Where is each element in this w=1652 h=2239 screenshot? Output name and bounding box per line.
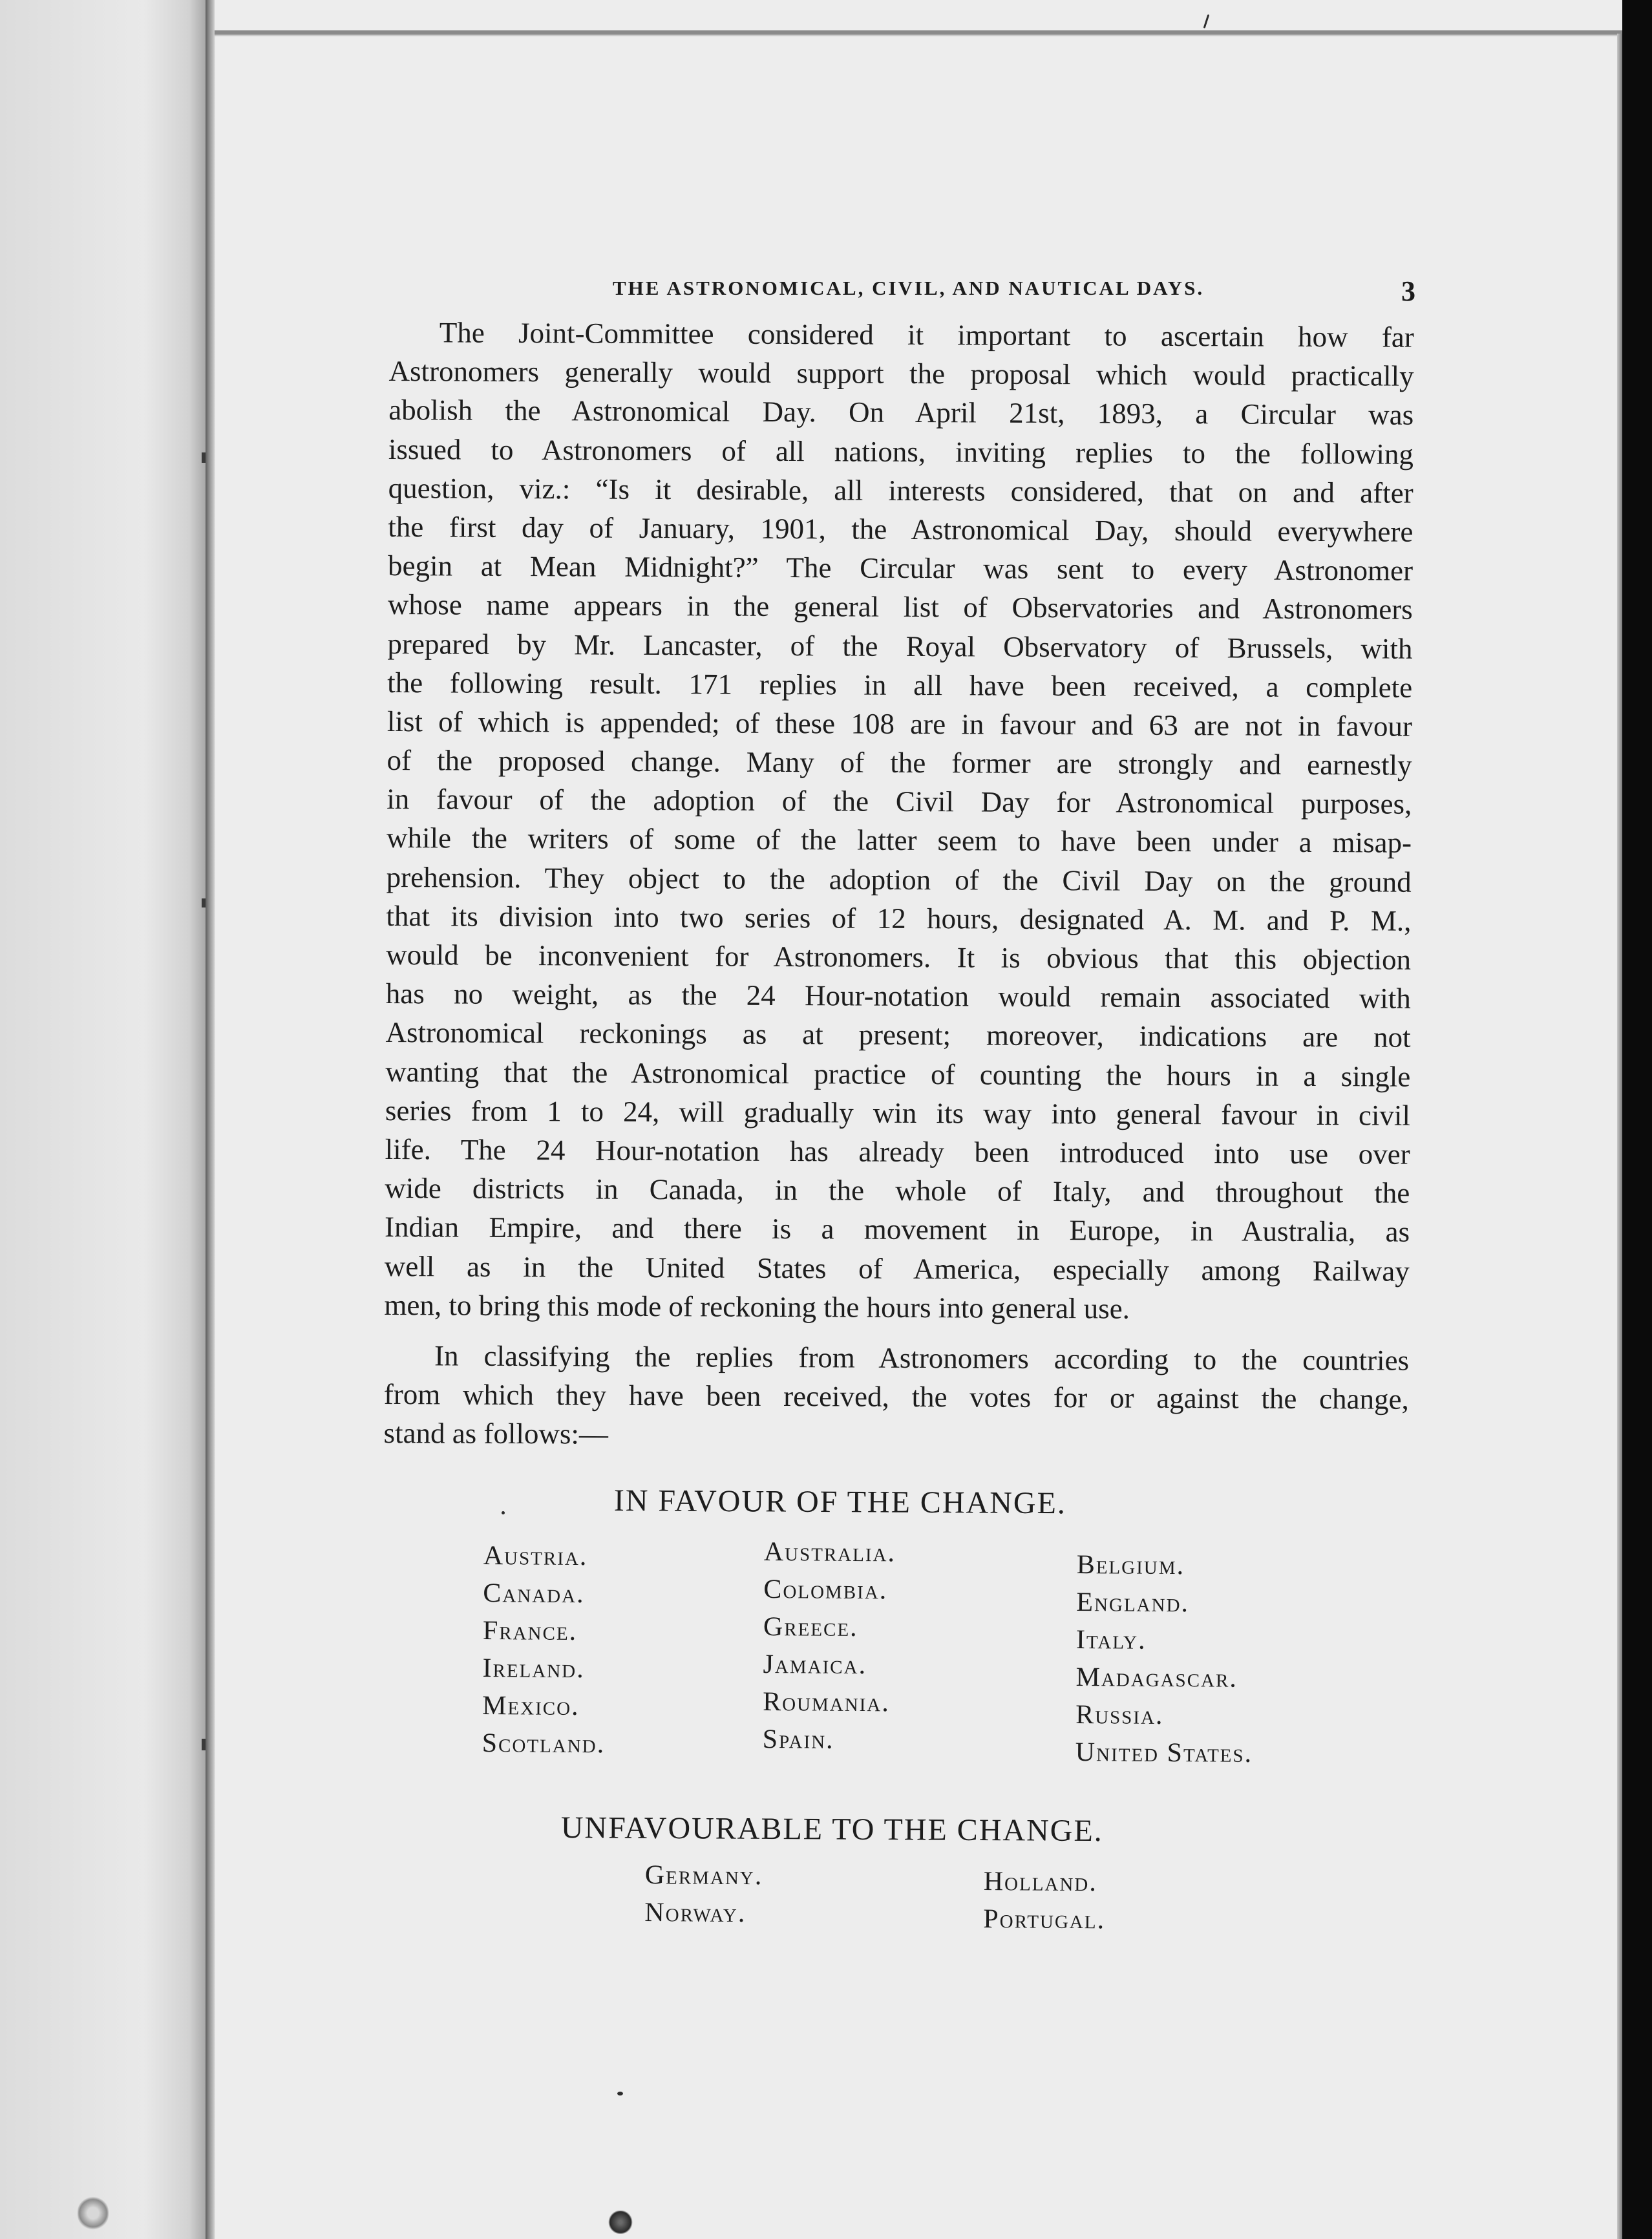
text-line: from which they have been received, the votes for or against the change, <box>383 1378 1409 1416</box>
country-item: Canada. <box>483 1578 585 1609</box>
country-item: Greece. <box>763 1611 858 1643</box>
country-item: Mexico. <box>482 1690 580 1722</box>
ink-speck <box>502 1511 505 1514</box>
country-item: Portugal. <box>983 1904 1106 1935</box>
page-number: 3 <box>1401 275 1415 307</box>
text-line: series from 1 to 24, will gradually win its way into general favour in civil <box>385 1094 1411 1132</box>
text-line: In classifying the replies from Astronomers according to the countries <box>434 1339 1410 1377</box>
country-item: England. <box>1076 1587 1190 1618</box>
country-item: France. <box>482 1615 578 1647</box>
text-line: Astronomical reckonings as at present; moreover, indications are not <box>385 1016 1411 1054</box>
country-item: Austria. <box>483 1540 588 1572</box>
scanner-right-edge <box>1622 0 1652 2239</box>
text-line: list of which is appended; of these 108 are in favour and 63 are not in favour <box>387 705 1413 743</box>
country-item: Germany. <box>644 1860 763 1891</box>
country-item: Norway. <box>644 1897 747 1929</box>
left-page-edge <box>0 0 206 2239</box>
text-line: abolish the Astronomical Day. On April 21st, 1893, a Circular was <box>388 394 1414 432</box>
text-line: that its division into two series of 12 hours, designated A. M. and P. M., <box>386 899 1412 937</box>
unfavourable-column-1 <box>644 1856 763 1932</box>
country-item: Roumania. <box>763 1686 891 1718</box>
favour-column-2 <box>763 1533 896 1759</box>
country-item: Madagascar. <box>1075 1662 1238 1693</box>
text-line: life. The 24 Hour-notation has already been introduced into use over <box>385 1132 1410 1171</box>
text-line: wanting that the Astronomical practice of counting the hours in a single <box>385 1055 1411 1093</box>
text-line: The Joint-Committee considered it important to ascertain how far <box>439 316 1414 354</box>
unfavourable-heading: UNFAVOURABLE TO THE CHANGE. <box>560 1810 1103 1849</box>
text-line: Indian Empire, and there is a movement in Europe, in Australia, as <box>384 1211 1410 1249</box>
text-line: Astronomers generally would support the proposal which would practically <box>388 355 1414 392</box>
favour-heading: IN FAVOUR OF THE CHANGE. <box>613 1483 1067 1521</box>
text-line: prehension. They object to the adoption of the Civil Day on the ground <box>386 860 1412 898</box>
country-item: Holland. <box>983 1866 1097 1898</box>
country-item: Scotland. <box>482 1728 606 1759</box>
body-text <box>383 313 1414 1458</box>
text-line: in favour of the adoption of the Civil Day for Astronomical purposes, <box>387 783 1412 820</box>
country-item: United States. <box>1075 1737 1253 1768</box>
country-item: Ireland. <box>482 1653 585 1684</box>
country-item: Russia. <box>1075 1699 1164 1730</box>
unfavourable-column-2 <box>983 1863 1105 1938</box>
country-item: Belgium. <box>1076 1549 1185 1581</box>
text-line: well as in the United States of America, especially among Railway <box>384 1249 1410 1288</box>
bottom-smudge <box>608 2211 633 2234</box>
text-line: the following result. 171 replies in all have been received, a complete <box>387 666 1413 704</box>
text-line: whose name appears in the general list of Observatories and Astronomers <box>387 588 1413 626</box>
text-line: prepared by Mr. Lancaster, of the Royal Observatory of Brussels, with <box>387 627 1413 665</box>
text-line: question, viz.: “Is it desirable, all interests considered, that on and after <box>388 471 1414 509</box>
text-line: men, to bring this mode of reckoning the hours into general use. <box>384 1288 1130 1325</box>
running-head: THE ASTRONOMICAL, CIVIL, AND NAUTICAL DAYS. <box>613 277 1205 299</box>
country-item: Spain. <box>762 1724 834 1755</box>
page-top-edge <box>215 0 1622 34</box>
text-line: of the proposed change. Many of the former are strongly and earnestly <box>387 744 1412 781</box>
text-line: wide districts in Canada, in the whole of Italy, and throughout the <box>385 1172 1410 1209</box>
text-line: issued to Astronomers of all nations, inviting replies to the following <box>388 432 1414 471</box>
country-item: Australia. <box>763 1536 896 1568</box>
text-line: the first day of January, 1901, the Astronomical Day, should everywhere <box>388 510 1414 548</box>
text-line: stand as follows:— <box>383 1417 609 1450</box>
favour-column-3 <box>1075 1546 1255 1772</box>
country-item: Colombia. <box>763 1574 888 1606</box>
page-gutter <box>206 0 215 2239</box>
text-line: has no weight, as the 24 Hour-notation would remain associated with <box>385 977 1411 1015</box>
text-line: begin at Mean Midnight?” The Circular was sent to every Astronomer <box>387 549 1414 587</box>
left-page-smudge <box>78 2196 109 2230</box>
text-line: would be inconvenient for Astronomers. It is obvious that this objection <box>386 938 1412 976</box>
text-line: while the writers of some of the latter seem to have been under a misap- <box>386 822 1412 860</box>
ink-speck <box>617 2092 623 2096</box>
country-item: Jamaica. <box>763 1649 867 1681</box>
favour-column-1 <box>482 1537 607 1763</box>
country-item: Italy. <box>1075 1624 1147 1655</box>
